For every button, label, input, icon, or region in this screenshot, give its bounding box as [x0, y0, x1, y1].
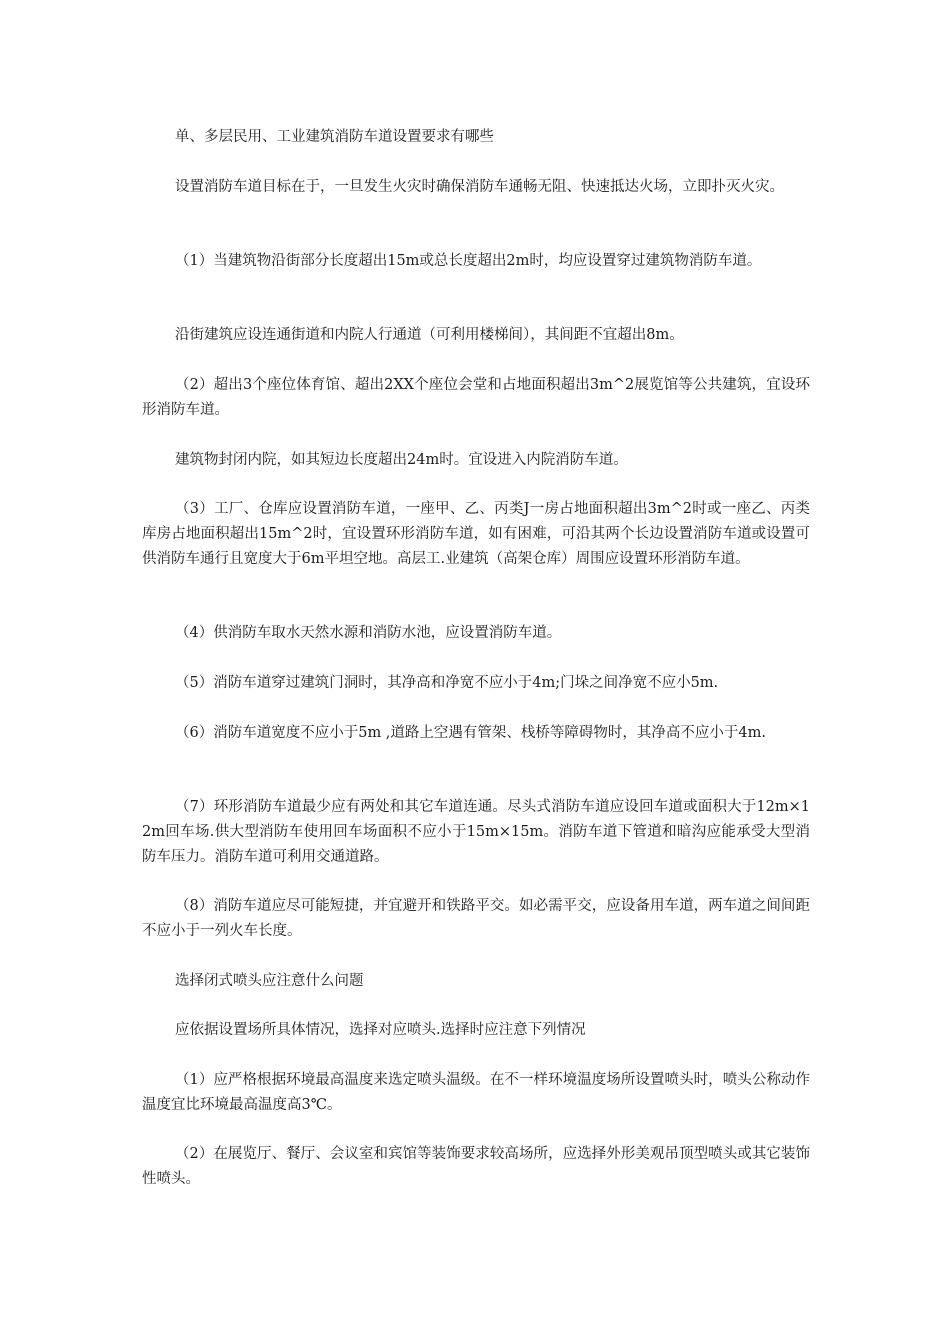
paragraph: （5）消防车道穿过建筑门洞时，其净高和净宽不应小于4m;门垛之间净宽不应小5m. — [175, 675, 719, 691]
paragraph: 沿街建筑应设连通街道和内院人行通道（可利用楼梯间），其间距不宜超出8m。 — [175, 327, 684, 343]
paragraph: （4）供消防车取水天然水源和消防水池，应设置消防车道。 — [175, 625, 562, 641]
paragraph: （2）在展览厅、餐厅、会议室和宾馆等装饰要求较高场所，应选择外形美观吊顶型喷头或其它装饰性喷头。 — [142, 1146, 810, 1187]
paragraph: （6）消防车道宽度不应小于5m ,道路上空遇有管架、栈桥等障碍物时，其净高不应小于4m. — [175, 725, 766, 741]
paragraph: （1）当建筑物沿街部分长度超出15m或总长度超出2m时，均应设置穿过建筑物消防车道。 — [175, 253, 762, 269]
paragraph: 设置消防车道目标在于，一旦发生火灾时确保消防车通畅无阻、快速抵达火场，立即扑灭火灾。 — [175, 179, 784, 195]
paragraph: （1）应严格根据环境最高温度来选定喷头温级。在不一样环境温度场所设置喷头时，喷头公称动作温度宜比环境最高温度高3℃。 — [142, 1072, 810, 1113]
paragraph: 建筑物封闭内院，如其短边长度超出24m时。宜设进入内院消防车道。 — [175, 452, 628, 468]
paragraph: （2）超出3个座位体育馆、超出2XX个座位会堂和占地面积超出3m^2展览馆等公共建筑，宜设环形消防车道。 — [142, 377, 810, 418]
section-heading-sprinkler: 选择闭式喷头应注意什么问题 — [175, 973, 364, 989]
section-heading-fire-lane: 单、多层民用、工业建筑消防车道设置要求有哪些 — [175, 129, 494, 145]
paragraph: 应依据设置场所具体情况，选择对应喷头.选择时应注意下列情况 — [175, 1022, 586, 1038]
paragraph: （7）环形消防车道最少应有两处和其它车道连通。尽头式消防车道应设回车道或面积大于12m×12m回车场.供大型消防车使用回车场面积不应小于15m×15m。消防车道下管道和暗沟应能承受大型消防车压力。消防车道可利用交通道路。 — [142, 799, 810, 865]
paragraph: （3）工厂、仓库应设置消防车道，一座甲、乙、丙类J一房占地面积超出3m^2时或一座乙、丙类库房占地面积超出15m^2时，宜设置环形消防车道，如有困难，可沿其两个长边设置消防车道或设置可供消防车通行且宽度大于6m平坦空地。高层工.业建筑（高架仓库）周围应设置环形消防车道。 — [142, 501, 810, 567]
paragraph: （8）消防车道应尽可能短捷，并宜避开和铁路平交。如必需平交，应设备用车道，两车道之间间距不应小于一列火车长度。 — [142, 898, 810, 939]
